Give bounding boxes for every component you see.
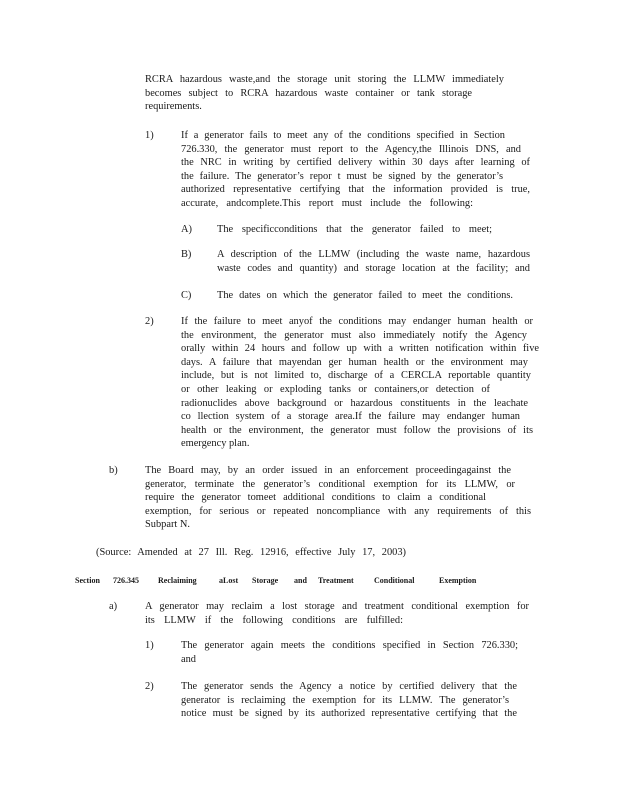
text-line: or other leaking or exploding tanks or containers,or detection of: [181, 383, 490, 395]
item-b-label: b): [109, 465, 118, 476]
text-line: Subpart N.: [145, 519, 191, 531]
text-line: radionuclides above background or hazardous constituents in the leachate: [181, 397, 528, 409]
text-line: requirements.: [145, 101, 202, 113]
heading-word: Storage: [252, 576, 279, 585]
text-line: include, but is not limited to, discharge of a CERCLA reportable quantity: [181, 370, 531, 382]
text-line: waste codes and quantity) and storage location at the facility; and: [217, 262, 530, 274]
item-2-paragraph: [181, 315, 539, 451]
text-line: its LLMW if the following conditions are fulfilled:: [145, 614, 403, 626]
text-line: RCRA hazardous waste,and the storage unit storing the LLMW immediately: [145, 74, 504, 85]
text-line: health or the environment, the generator must follow the provisions of its: [181, 424, 533, 436]
section-heading: [75, 576, 475, 588]
text-line: the NRC in writing by certified delivery within 30 days after learning of: [181, 157, 530, 169]
item-1-paragraph: [181, 129, 530, 211]
section-a-item-2-paragraph: [181, 680, 517, 721]
section-number: 726.345: [113, 576, 139, 585]
text-line: A generator may reclaim a lost storage and treatment conditional exemption for: [145, 601, 529, 612]
text-line: notice must be signed by its authorized representative certifying that the: [181, 708, 517, 720]
sub-a-paragraph: [217, 223, 492, 237]
text-line: The specificconditions that the generator failed to meet;: [217, 224, 492, 235]
sub-c-paragraph: [217, 289, 513, 303]
text-line: The Board may, by an order issued in an enforcement proceedingagainst the: [145, 465, 511, 476]
section-a-item-2-label: 2): [145, 681, 154, 692]
text-line: 726.330, the generator must report to the Agency,the Illinois DNS, and: [181, 143, 521, 155]
section-a-paragraph: [145, 600, 529, 627]
text-line: accurate, andcomplete.This report must include the following:: [181, 197, 473, 209]
heading-word: and: [294, 576, 307, 585]
text-line: orally within 24 hours and follow up with a written notification within five: [181, 343, 539, 355]
text-line: days. A failure that mayendan ger human health or the environment may: [181, 356, 528, 368]
heading-word: Reclaiming: [158, 576, 197, 585]
text-line: generator, terminate the generator’s conditional exemption for its LLMW, or: [145, 478, 515, 490]
text-line: The generator again meets the conditions specified in Section 726.330;: [181, 640, 518, 651]
item-b-paragraph: [145, 464, 531, 532]
section-label: Section: [75, 576, 100, 585]
text-line: becomes subject to RCRA hazardous waste container or tank storage: [145, 87, 472, 99]
text-line: emergency plan.: [181, 438, 250, 450]
item-1-label: 1): [145, 130, 154, 141]
heading-word: Treatment: [318, 576, 354, 585]
text-line: and: [181, 653, 197, 665]
section-a-label: a): [109, 601, 118, 612]
text-line: authorized representative certifying that the information provided is true,: [181, 184, 530, 196]
text-line: A description of the LLMW (including the waste name, hazardous: [217, 249, 530, 260]
text-line: If a generator fails to meet any of the conditions specified in Section: [181, 130, 505, 141]
text-line: generator is reclaiming the exemption for its LLMW. The generator’s: [181, 694, 509, 706]
text-line: require the generator tomeet additional conditions to claim a conditional: [145, 492, 486, 504]
sub-c-label: C): [181, 290, 192, 301]
heading-word: Conditional: [374, 576, 415, 585]
intro-paragraph: [145, 73, 504, 114]
source-note: (Source: Amended at 27 Ill. Reg. 12916, effective July 17, 2003): [96, 547, 406, 558]
text-line: The generator sends the Agency a notice by certified delivery that the: [181, 681, 517, 692]
sub-b-paragraph: [217, 248, 530, 275]
text-line: the environment, the generator must also immediately notify the Agency: [181, 329, 527, 341]
text-line: If the failure to meet anyof the conditions may endanger human health or: [181, 316, 533, 327]
section-a-item-1-paragraph: [181, 639, 518, 666]
text-line: exemption, for serious or repeated noncompliance with any requirements of this: [145, 505, 531, 517]
text-line: co llection system of a storage area.If the failure may endanger human: [181, 411, 520, 423]
item-2-label: 2): [145, 316, 154, 327]
section-a-item-1-label: 1): [145, 640, 154, 651]
text-line: The dates on which the generator failed to meet the conditions.: [217, 290, 513, 301]
heading-word: Exemption: [439, 576, 477, 585]
sub-b-label: B): [181, 249, 192, 260]
sub-a-label: A): [181, 224, 192, 235]
text-line: the failure. The generator’s repor t must be signed by the generator’s: [181, 170, 503, 182]
heading-word: aLost: [219, 576, 239, 585]
